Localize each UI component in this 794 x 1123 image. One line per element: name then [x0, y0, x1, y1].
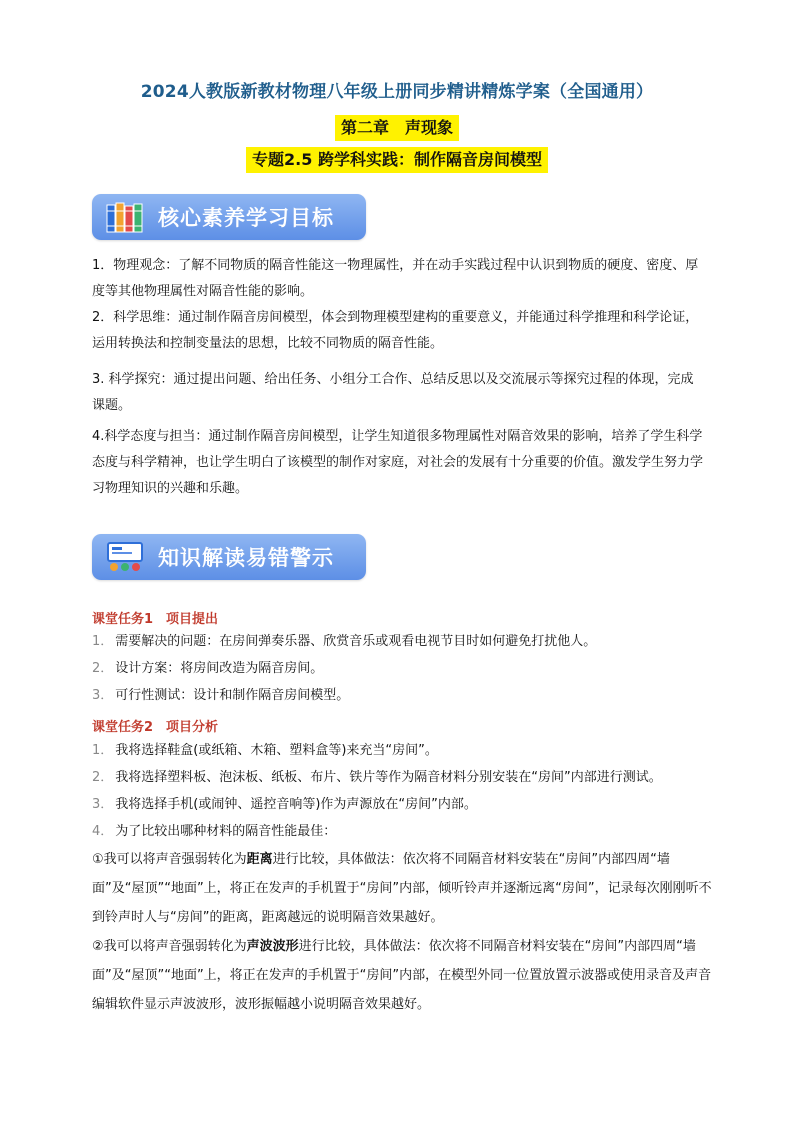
list-number: 2．	[92, 770, 114, 785]
list-item	[92, 658, 712, 680]
list-number: 3．	[92, 797, 114, 812]
list-item	[92, 740, 712, 762]
presentation-icon	[104, 540, 146, 574]
list-text: 可行性测试：设计和制作隔音房间模型。	[115, 688, 350, 703]
list-text: 我将选择塑料板、泡沫板、纸板、布片、铁片等作为隔音材料分别安装在“房间”内部进行测试。	[115, 770, 662, 785]
topic-title-text: 专题2.5 跨学科实践：制作隔音房间模型	[246, 147, 548, 173]
method-body: 进行比较，具体做法：依次将不同隔音材料安装在“房间”内部四周“墙面”及“屋顶”“地面”上，将正在发声的手机置于“房间”内部，倾听铃声并逐渐远离“房间”，记录每次刚刚听不到铃声时人与“房间”的距离，距离越远的说明隔音效果越好。	[92, 852, 712, 925]
method-prefix: ②我可以将声音强弱转化为	[92, 939, 247, 954]
banner-label: 核心素养学习目标	[158, 206, 334, 230]
list-text: 我将选择手机(或闹钟、遥控音响等)作为声源放在“房间”内部。	[115, 797, 477, 812]
list-item	[92, 794, 712, 816]
section-banner-learning-goals	[92, 194, 366, 240]
banner-label: 知识解读易错警示	[158, 546, 334, 570]
list-number: 1．	[92, 743, 114, 758]
chapter-title-text: 第二章 声现象	[335, 115, 459, 141]
list-number: 3．	[92, 688, 114, 703]
list-number: 1．	[92, 634, 114, 649]
list-number: 4．	[92, 824, 114, 839]
goal-paragraph-1: 1．物理观念：了解不同物质的隔音性能这一物理属性，并在动手实践过程中认识到物质的硬度、密度、厚度等其他物理属性对隔音性能的影响。	[92, 258, 699, 299]
task-2-title: 课堂任务2 项目分析	[92, 720, 219, 735]
list-text: 需要解决的问题：在房间弹奏乐器、欣赏音乐或观看电视节目时如何避免打扰他人。	[115, 634, 597, 649]
task-1-title: 课堂任务1 项目提出	[92, 612, 219, 627]
list-item	[92, 631, 712, 653]
topic-title	[0, 147, 794, 173]
method-prefix: ①我可以将声音强弱转化为	[92, 852, 247, 867]
method-key-term: 声波波形	[246, 939, 299, 954]
method-body: 进行比较，具体做法：依次将不同隔音材料安装在“房间”内部四周“墙面”及“屋顶”“地面”上，将正在发声的手机置于“房间”内部，在模型外同一位置放置示波器或使用录音及声音编辑软件显示声波波形，波形振幅越小说明隔音效果越好。	[92, 939, 712, 1012]
goal-paragraph-3: 3. 科学探究：通过提出问题、给出任务、小组分工合作、总结反思以及交流展示等探究过程的体现，完成课题。	[92, 372, 694, 413]
section-banner-knowledge	[92, 534, 366, 580]
list-item	[92, 685, 712, 707]
method-paragraph-1	[92, 845, 712, 932]
document-title: 2024人教版新教材物理八年级上册同步精讲精炼学案（全国通用）	[140, 82, 654, 102]
method-key-term: 距离	[246, 852, 273, 867]
books-icon	[104, 200, 146, 234]
list-text: 我将选择鞋盒(或纸箱、木箱、塑料盒等)来充当“房间”。	[115, 743, 438, 758]
method-paragraph-2	[92, 932, 712, 1019]
list-text: 为了比较出哪种材料的隔音性能最佳：	[115, 824, 337, 839]
goal-paragraph-4: 4.科学态度与担当：通过制作隔音房间模型，让学生知道很多物理属性对隔音效果的影响，培养了学生科学态度与科学精神，也让学生明白了该模型的制作对家庭，对社会的发展有十分重要的价值。激发学生努力学习物理知识的兴趣和乐趣。	[92, 429, 704, 496]
list-item	[92, 767, 712, 789]
list-item	[92, 821, 712, 843]
goal-paragraph-2: 2．科学思维：通过制作隔音房间模型，体会到物理模型建构的重要意义，并能通过科学推理和科学论证，运用转换法和控制变量法的思想，比较不同物质的隔音性能。	[92, 310, 699, 351]
list-number: 2．	[92, 661, 114, 676]
chapter-title	[0, 115, 794, 141]
list-text: 设计方案：将房间改造为隔音房间。	[115, 661, 324, 676]
